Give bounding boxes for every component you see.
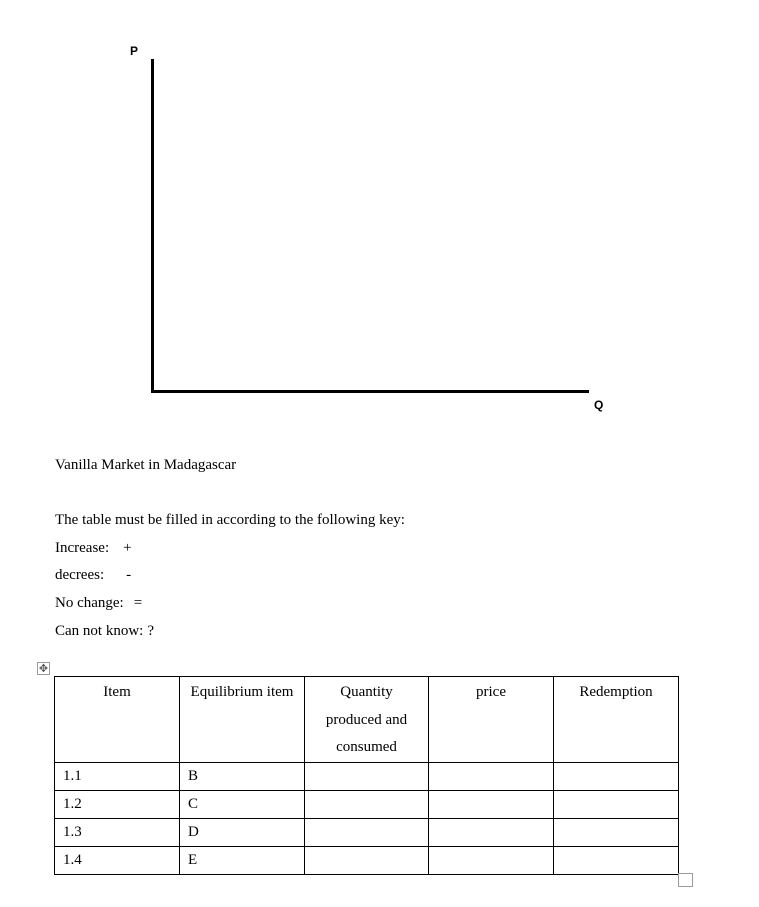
header-cell[interactable] (305, 677, 429, 763)
row-item: 1.1 (63, 767, 82, 784)
row-item: 1.3 (63, 823, 82, 840)
key-symbol: - (126, 567, 132, 583)
table-cell[interactable] (554, 762, 679, 790)
key-row-decrease (55, 567, 131, 584)
table-row (55, 846, 679, 874)
x-axis-label: Q (594, 398, 604, 412)
row-equilibrium: E (188, 851, 198, 868)
row-item: 1.4 (63, 851, 82, 868)
key-label: Can not know: (55, 623, 144, 639)
table-header-row (55, 677, 679, 763)
key-label: Increase: (55, 540, 110, 556)
table-cell[interactable] (429, 790, 554, 818)
table-cell[interactable] (180, 762, 305, 790)
table-cell[interactable] (554, 790, 679, 818)
instructions-intro: The table must be filled in according to the following key: (55, 512, 405, 528)
table-cell[interactable] (180, 846, 305, 874)
key-symbol: + (123, 540, 132, 556)
header-quantity: Quantity produced and consumed (325, 684, 408, 755)
table-resize-handle[interactable] (678, 873, 693, 887)
table-cell[interactable] (554, 818, 679, 846)
header-equilibrium: Equilibrium item (190, 684, 294, 700)
row-item: 1.2 (63, 795, 82, 812)
key-symbol: = (133, 595, 143, 611)
header-item: Item (103, 684, 131, 700)
y-axis-label: P (130, 44, 139, 58)
key-row-unknown (55, 623, 154, 640)
table-cell[interactable] (554, 846, 679, 874)
table-cell[interactable] (429, 818, 554, 846)
table-row (55, 790, 679, 818)
table-cell[interactable] (55, 762, 180, 790)
table-cell[interactable] (305, 762, 429, 790)
table-row (55, 762, 679, 790)
table-row (55, 818, 679, 846)
y-axis-line (151, 59, 154, 393)
table-cell[interactable] (180, 790, 305, 818)
table-cell[interactable] (429, 762, 554, 790)
figure-caption: Vanilla Market in Madagascar (55, 457, 237, 473)
key-label: No change: (55, 595, 124, 611)
header-cell[interactable] (554, 677, 679, 763)
table-cell[interactable] (305, 790, 429, 818)
header-redemption: Redemption (579, 684, 653, 700)
table-cell[interactable] (55, 818, 180, 846)
header-cell[interactable] (180, 677, 305, 763)
key-row-no-change (55, 595, 142, 612)
table-cell[interactable] (55, 846, 180, 874)
table-move-handle-icon[interactable]: ✥ (38, 662, 49, 675)
header-price: price (476, 684, 506, 700)
row-equilibrium: D (188, 823, 199, 840)
key-table (54, 676, 679, 875)
x-axis-line (151, 390, 589, 393)
key-symbol: ? (147, 623, 155, 639)
table-cell[interactable] (429, 846, 554, 874)
header-cell[interactable] (55, 677, 180, 763)
header-cell[interactable] (429, 677, 554, 763)
key-label: decrees: (55, 567, 105, 583)
table-cell[interactable] (305, 818, 429, 846)
key-row-increase (55, 540, 132, 557)
table-cell[interactable] (55, 790, 180, 818)
row-equilibrium: C (188, 795, 199, 812)
row-equilibrium: B (188, 767, 199, 784)
table-cell[interactable] (305, 846, 429, 874)
table-cell[interactable] (180, 818, 305, 846)
